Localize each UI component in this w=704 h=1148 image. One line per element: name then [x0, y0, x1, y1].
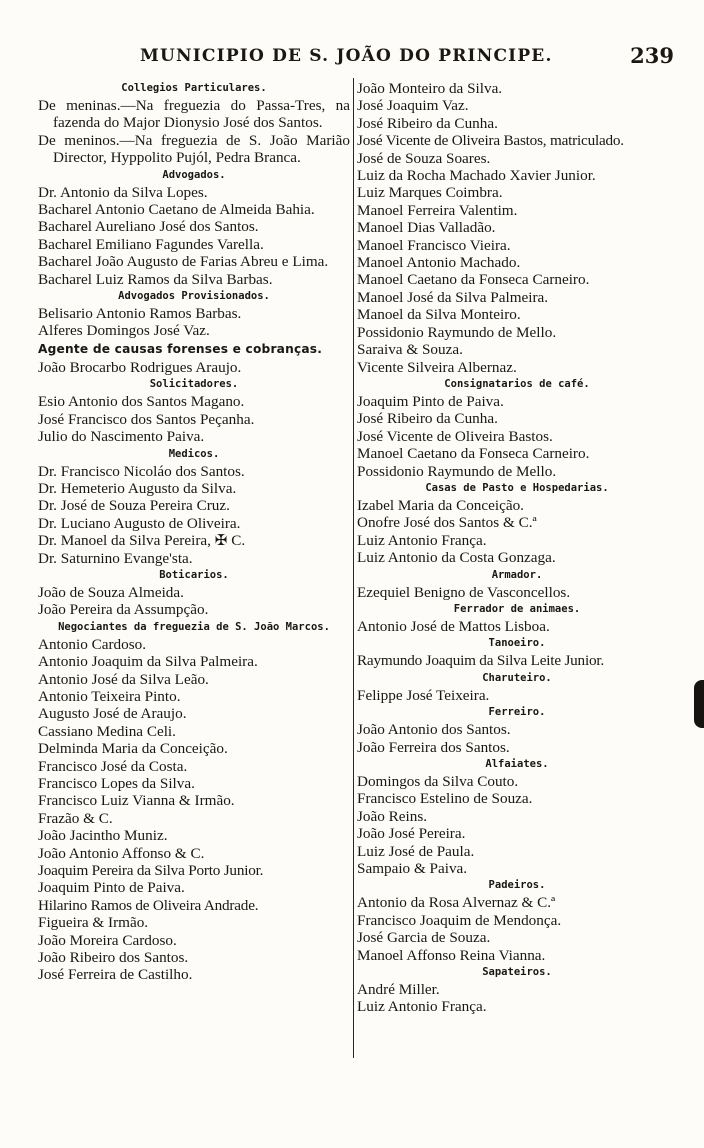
section-heading: Ferreiro.	[488, 706, 546, 719]
list-item: Possidonio Raymundo de Mello.	[357, 462, 557, 480]
section-heading: Boticarios.	[159, 568, 229, 581]
list-item: Possidonio Raymundo de Mello.	[357, 323, 557, 341]
list-item: Manoel Francisco Vieira.	[357, 236, 511, 254]
list-item: Manoel Antonio Machado.	[357, 254, 521, 272]
list-item: Manoel Caetano da Fonseca Carneiro.	[357, 445, 590, 463]
list-item: Luiz Antonio França.	[357, 531, 487, 549]
list-item: Dr. Manoel da Silva Pereira, ✠ C.	[38, 532, 246, 550]
list-item: Sampaio & Paiva.	[357, 860, 468, 878]
section-heading: Armador.	[491, 568, 543, 581]
list-item: Antonio da Rosa Alvernaz & C.ª	[357, 894, 556, 912]
list-item: João Reins.	[357, 807, 428, 825]
list-item: Antonio Teixeira Pinto.	[38, 687, 181, 705]
list-item: Dr. Francisco Nicoláo dos Santos.	[38, 462, 245, 480]
list-item: Dr. Antonio da Silva Lopes.	[38, 183, 208, 201]
list-item: Augusto José de Araujo.	[38, 705, 187, 723]
list-item: Antonio José da Silva Leão.	[38, 670, 209, 688]
list-item: Luiz Antonio França.	[357, 998, 487, 1016]
list-item: Antonio José de Mattos Lisboa.	[357, 617, 550, 635]
list-item: José de Souza Soares.	[357, 149, 491, 167]
list-item: Delminda Maria da Conceição.	[38, 740, 228, 758]
list-item: De meninos.—Na freguezia de S. João Marião Director, Hyppolito Pujól, Pedra Branca.	[38, 131, 350, 167]
list-item: Francisco Estelino de Souza.	[357, 790, 533, 808]
list-item: Alferes Domingos José Vaz.	[38, 322, 210, 340]
list-item: Felippe José Teixeira.	[357, 686, 490, 704]
section-heading: Agente de causas forenses e cobranças.	[38, 341, 323, 356]
list-item: Joaquim Pinto de Paiva.	[38, 879, 185, 897]
page-header	[140, 43, 680, 72]
list-item: Raymundo Joaquim da Silva Leite Junior.	[357, 652, 604, 670]
list-item: Luiz da Rocha Machado Xavier Junior.	[357, 167, 596, 185]
page-title: MUNICIPIO DE S. JOÃO DO PRINCIPE.	[140, 46, 553, 66]
list-item: Izabel Maria da Conceição.	[357, 496, 524, 514]
list-item: Bacharel Antonio Caetano de Almeida Bahia.	[38, 201, 315, 219]
list-item: José Garcia de Souza.	[357, 929, 491, 947]
section-heading: Alfaiates.	[485, 758, 549, 770]
list-item: Francisco Luiz Vianna & Irmão.	[38, 792, 235, 810]
list-item: Bacharel Emiliano Fagundes Varella.	[38, 235, 264, 253]
list-item: Esio Antonio dos Santos Magano.	[38, 393, 245, 411]
list-item: João José Pereira.	[357, 825, 466, 843]
list-item: Dr. Luciano Augusto de Oliveira.	[38, 514, 241, 532]
list-item: De meninas.—Na freguezia do Passa-Tres, na fazenda do Major Dionysio José dos Santos.	[38, 97, 350, 132]
list-item: Bacharel Aureliano José dos Santos.	[38, 218, 259, 236]
section-heading: Padeiros.	[488, 879, 546, 892]
section-heading: Collegios Particulares.	[121, 82, 267, 94]
list-item: Julio do Nascimento Paiva.	[38, 428, 205, 446]
list-item: Hilarino Ramos de Oliveira Andrade.	[38, 896, 259, 914]
list-item: Belisario Antonio Ramos Barbas.	[38, 305, 242, 323]
list-item: Bacharel Luiz Ramos da Silva Barbas.	[38, 270, 273, 288]
list-item: Manoel Ferreira Valentim.	[357, 201, 518, 219]
list-item: João Antonio Affonso & C.	[38, 844, 205, 862]
list-item: Vicente Silveira Albernaz.	[357, 358, 517, 376]
list-item: Saraiva & Souza.	[357, 341, 463, 359]
list-item: João Ribeiro dos Santos.	[38, 949, 189, 967]
list-item: José Francisco dos Santos Peçanha.	[38, 410, 255, 428]
list-item: Manoel Affonso Reina Vianna.	[357, 946, 546, 964]
list-item: Francisco José da Costa.	[38, 757, 188, 775]
list-item: João Monteiro da Silva.	[357, 80, 503, 97]
list-item: João Ferreira dos Santos.	[357, 738, 510, 756]
list-item: José Vicente de Oliveira Bastos.	[357, 427, 553, 445]
list-item: Frazão & C.	[38, 809, 113, 827]
section-heading: Medicos.	[168, 447, 220, 460]
list-item: José Joaquim Vaz.	[357, 97, 469, 115]
section-heading: Casas de Pasto e Hospedarias.	[425, 481, 609, 494]
section-heading: Ferrador de animaes.	[453, 602, 581, 615]
list-item: Antonio Cardoso.	[38, 635, 146, 653]
list-item: João Jacintho Muniz.	[38, 827, 168, 845]
list-item: Luiz José de Paula.	[357, 842, 475, 860]
list-item: Manoel da Silva Monteiro.	[357, 306, 521, 324]
ink-blot	[694, 680, 704, 728]
list-item: João Pereira da Assumpção.	[38, 601, 209, 619]
list-item: André Miller.	[357, 981, 440, 999]
section-heading: Negociantes da freguezia de S. João Marcos.	[58, 620, 330, 633]
list-item: Joaquim Pereira da Silva Porto Junior.	[38, 862, 264, 880]
list-item: Antonio Joaquim da Silva Palmeira.	[38, 653, 258, 671]
section-heading: Consignatarios de café.	[444, 377, 590, 390]
list-item: Dr. Saturnino Evange'sta.	[38, 549, 193, 567]
list-item: João Brocarbo Rodrigues Araujo.	[38, 358, 242, 376]
list-item: José Ferreira de Castilho.	[38, 966, 193, 984]
page-number: 239	[630, 43, 674, 68]
section-heading: Tanoeiro.	[488, 637, 546, 650]
section-heading: Solicitadores.	[149, 378, 239, 391]
list-item: José Ribeiro da Cunha.	[357, 114, 498, 132]
list-item: Luiz Marques Coimbra.	[357, 184, 503, 202]
list-item: Francisco Lopes da Silva.	[38, 775, 195, 792]
list-item: Domingos da Silva Couto.	[357, 773, 519, 790]
list-item: Onofre José dos Santos & C.ª	[357, 514, 537, 532]
section-heading: Sapateiros.	[482, 966, 552, 979]
section-heading: Charuteiro.	[482, 671, 552, 684]
list-item: Manoel José da Silva Palmeira.	[357, 288, 549, 306]
list-item: Luiz Antonio da Costa Gonzaga.	[357, 549, 556, 567]
list-item: Dr. José de Souza Pereira Cruz.	[38, 497, 230, 515]
list-item: Ezequiel Benigno de Vasconcellos.	[357, 583, 571, 601]
list-item: Francisco Joaquim de Mendonça.	[357, 911, 562, 929]
section-heading: Advogados Provisionados.	[118, 290, 270, 303]
list-item: João Antonio dos Santos.	[357, 721, 511, 739]
list-item: José Ribeiro da Cunha.	[357, 410, 498, 428]
list-item: Figueira & Irmão.	[38, 914, 149, 932]
list-item: José Vicente de Oliveira Bastos, matriculado.	[357, 132, 624, 150]
list-item: Bacharel João Augusto de Farias Abreu e Lima.	[38, 253, 329, 271]
list-item: Manoel Dias Valladão.	[357, 219, 496, 237]
list-item: Manoel Caetano da Fonseca Carneiro.	[357, 271, 590, 289]
list-item: Joaquim Pinto de Paiva.	[357, 392, 504, 410]
column-divider	[353, 78, 354, 1058]
list-item: Dr. Hemeterio Augusto da Silva.	[38, 479, 237, 497]
section-heading: Advogados.	[162, 168, 226, 181]
list-item: João de Souza Almeida.	[38, 583, 184, 601]
list-item: Cassiano Medina Celi.	[38, 722, 176, 740]
list-item: João Moreira Cardoso.	[38, 931, 177, 949]
right-column	[357, 80, 677, 1016]
left-column	[38, 80, 350, 984]
